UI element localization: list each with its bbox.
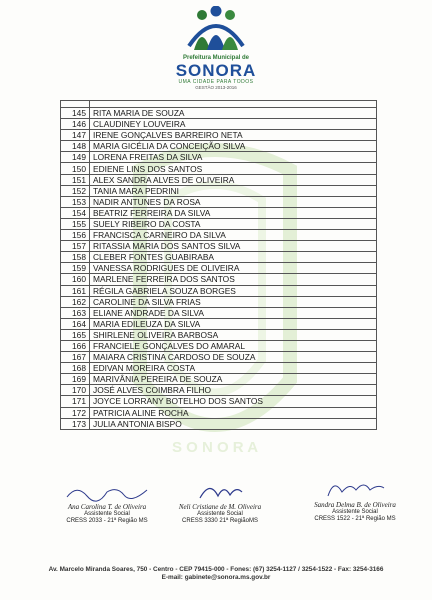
row-number: 147 xyxy=(61,130,90,141)
table-row xyxy=(61,108,377,119)
row-name: NADIR ANTUNES DA ROSA xyxy=(90,196,377,207)
logo-line-gestao: GESTÃO 2013-2016 xyxy=(195,85,237,90)
row-number: 158 xyxy=(61,252,90,263)
table-row xyxy=(61,418,377,429)
signature-role: Assistente Social xyxy=(197,511,243,517)
table-row xyxy=(61,141,377,152)
row-name: CLEBER FONTES GUABIRABA xyxy=(90,252,377,263)
row-name: LORENA FREITAS DA SILVA xyxy=(90,152,377,163)
table-row xyxy=(61,396,377,407)
signature-block-ana xyxy=(52,482,162,525)
row-number: 154 xyxy=(61,207,90,218)
row-name: MARIA GICÉLIA DA CONCEIÇÃO SILVA xyxy=(90,141,377,152)
row-name: PATRICIA ALINE ROCHA xyxy=(90,407,377,418)
row-name: MARLENE FERREIRA DOS SANTOS xyxy=(90,274,377,285)
table-row xyxy=(61,374,377,385)
row-name: MAIARA CRISTINA CARDOSO DE SOUZA xyxy=(90,352,377,363)
row-name: BEATRIZ FERREIRA DA SILVA xyxy=(90,207,377,218)
table-row xyxy=(61,230,377,241)
table-row xyxy=(61,263,377,274)
table-row xyxy=(61,296,377,307)
row-number: 171 xyxy=(61,396,90,407)
table-row xyxy=(61,385,377,396)
row-name: RÉGILA GABRIELA SOUZA BORGES xyxy=(90,285,377,296)
table-row xyxy=(61,119,377,130)
logo-line-sonora: SONORA xyxy=(175,61,257,80)
logo-line-slogan: UMA CIDADE PARA TODOS xyxy=(178,79,254,85)
signature-registry: CRESS 3330 21ª RegiãoMS xyxy=(182,518,258,524)
watermark-text: S O N O R A xyxy=(171,439,259,456)
prefeitura-logo xyxy=(150,6,282,98)
table-row xyxy=(61,207,377,218)
table-row-blank xyxy=(61,101,377,108)
row-number: 163 xyxy=(61,307,90,318)
row-name: EDIENE LINS DOS SANTOS xyxy=(90,163,377,174)
table-row xyxy=(61,340,377,351)
signature-name: Ana Carolina T. de Oliveira xyxy=(67,503,147,511)
row-number: 160 xyxy=(61,274,90,285)
row-name: IRENE GONÇALVES BARREIRO NETA xyxy=(90,130,377,141)
row-number: 166 xyxy=(61,340,90,351)
row-number: 159 xyxy=(61,263,90,274)
row-name: CLAUDINEY LOUVEIRA xyxy=(90,119,377,130)
row-number: 150 xyxy=(61,163,90,174)
row-name: MARIVÂNIA PEREIRA DE SOUZA xyxy=(90,374,377,385)
row-number: 167 xyxy=(61,352,90,363)
table-row xyxy=(61,285,377,296)
row-number: 173 xyxy=(61,418,90,429)
row-name: RITASSIA MARIA DOS SANTOS SILVA xyxy=(90,241,377,252)
row-number: 169 xyxy=(61,374,90,385)
table-row xyxy=(61,407,377,418)
table-row xyxy=(61,152,377,163)
row-number: 165 xyxy=(61,329,90,340)
row-number: 161 xyxy=(61,285,90,296)
row-number: 162 xyxy=(61,296,90,307)
table-row xyxy=(61,307,377,318)
names-table xyxy=(60,100,377,430)
table-row xyxy=(61,329,377,340)
row-name: EDIVAN MOREIRA COSTA xyxy=(90,363,377,374)
row-number: 145 xyxy=(61,108,90,119)
signature-block-neli xyxy=(160,480,280,525)
row-name: TANIA MARA PEDRINI xyxy=(90,185,377,196)
signature-name: Sandra Delma B. de Oliveira xyxy=(314,501,396,509)
people-emblem-icon xyxy=(181,6,251,54)
signature-registry: CRESS 2033 - 21ª Região MS xyxy=(66,518,148,524)
row-number: 148 xyxy=(61,141,90,152)
row-name: SUELY RIBEIRO DA COSTA xyxy=(90,218,377,229)
handwritten-signature-icon xyxy=(190,480,250,502)
row-number: 156 xyxy=(61,230,90,241)
table-row xyxy=(61,130,377,141)
row-number: 151 xyxy=(61,174,90,185)
row-name: JOYCE LORRANY BOTELHO DOS SANTOS xyxy=(90,396,377,407)
row-name: JULIA ANTONIA BISPO xyxy=(90,418,377,429)
table-row xyxy=(61,174,377,185)
footer-address: Av. Marcelo Miranda Soares, 750 - Centro - CEP 79415-000 - Fones: (67) 3254-1127 / 3254-1522 - Fax: 3254-3166 xyxy=(48,566,384,573)
handwritten-signature-icon xyxy=(320,476,390,500)
blank-cell xyxy=(90,101,377,108)
row-name: RITA MARIA DE SOUZA xyxy=(90,108,377,119)
row-name: MARIA EDILEUZA DA SILVA xyxy=(90,318,377,329)
table-row xyxy=(61,352,377,363)
row-number: 172 xyxy=(61,407,90,418)
footer-email: E-mail: gabinete@sonora.ms.gov.br xyxy=(161,574,271,581)
row-number: 164 xyxy=(61,318,90,329)
row-name: FRANCISCA CARNEIRO DA SILVA xyxy=(90,230,377,241)
logo-line-prefeitura: Prefeitura Municipal de xyxy=(182,55,249,61)
row-name: ELIANE ANDRADE DA SILVA xyxy=(90,307,377,318)
signature-name: Neli Cristiane de M. Oliveira xyxy=(178,503,262,511)
row-name: CAROLINE DA SILVA FRIAS xyxy=(90,296,377,307)
row-number: 168 xyxy=(61,363,90,374)
signature-role: Assistente Social xyxy=(332,509,378,515)
signature-role: Assistente Social xyxy=(84,511,130,517)
table-row xyxy=(61,318,377,329)
table-row xyxy=(61,363,377,374)
row-number: 170 xyxy=(61,385,90,396)
row-name: VANESSA RODRIGUES DE OLIVEIRA xyxy=(90,263,377,274)
row-name: FRANCIELE GONÇALVES DO AMARAL xyxy=(90,340,377,351)
row-name: JOSÉ ALVES COIMBRA FILHO xyxy=(90,385,377,396)
blank-cell xyxy=(61,101,90,108)
table-row xyxy=(61,241,377,252)
table-row xyxy=(61,252,377,263)
row-number: 155 xyxy=(61,218,90,229)
row-number: 149 xyxy=(61,152,90,163)
row-name: SHIRLENE OLIVEIRA BARBOSA xyxy=(90,329,377,340)
table-row xyxy=(61,274,377,285)
row-number: 146 xyxy=(61,119,90,130)
handwritten-signature-icon xyxy=(62,482,152,502)
table-row xyxy=(61,163,377,174)
table-row xyxy=(61,196,377,207)
signature-registry: CRESS 1522 - 21ª Região MS xyxy=(314,516,396,522)
table-row xyxy=(61,185,377,196)
row-number: 157 xyxy=(61,241,90,252)
table-row xyxy=(61,218,377,229)
row-number: 152 xyxy=(61,185,90,196)
row-name: ALEX SANDRA ALVES DE OLIVEIRA xyxy=(90,174,377,185)
row-number: 153 xyxy=(61,196,90,207)
footer xyxy=(0,566,432,582)
signature-block-sandra xyxy=(300,476,410,523)
